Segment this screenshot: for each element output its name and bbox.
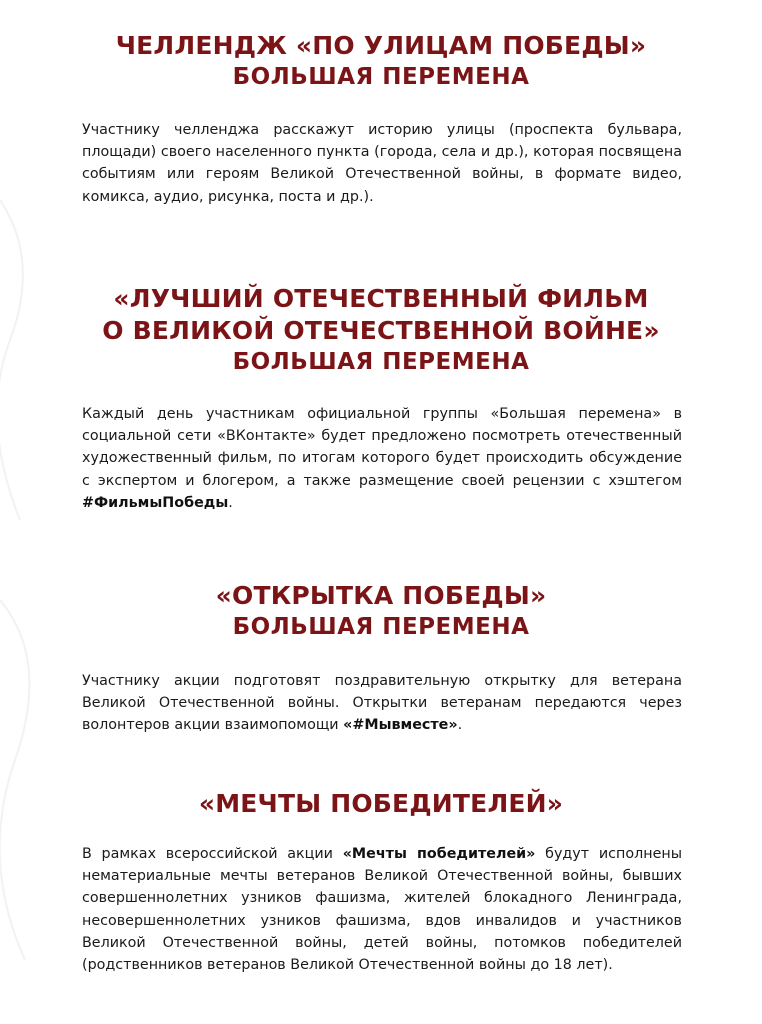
section-description <box>82 843 682 976</box>
section-title-line1: «ЛУЧШИЙ ОТЕЧЕСТВЕННЫЙ ФИЛЬМ <box>113 284 649 313</box>
section-subtitle: БОЛЬШАЯ ПЕРЕМЕНА <box>232 349 530 375</box>
winners-dreams-section <box>0 788 762 820</box>
description-end: . <box>228 494 233 511</box>
section-title: ЧЕЛЛЕНДЖ «ПО УЛИЦАМ ПОБЕДЫ» <box>115 31 647 60</box>
hashtag-films: #ФильмыПобеды <box>82 494 229 511</box>
section-description: Участнику челленджа расскажут историю улицы (проспекта бульвара, площади) своего населенного пункта (города, села и др.), которая посвящена событиям или героям Великой Отечественной войны, в формате видео, комикса, аудио, рисунка, поста и др.). <box>82 122 682 205</box>
description-text: В рамках всероссийской акции <box>82 846 343 862</box>
hashtag-together: «#Мывместе» <box>343 717 458 734</box>
section-title-line2: О ВЕЛИКОЙ ОТЕЧЕСТВЕННОЙ ВОЙНЕ» <box>102 316 660 345</box>
description-text: Участнику акции подготовят поздравительную открытку для ветерана Великой Отечественной войны. Открытки ветеранам передаются через волонтеров акции взаимопомощи <box>82 673 682 734</box>
description-end: будут исполнены нематериальные мечты ветеранов Великой Отечественной войны, бывших совершеннолетних узников фашизма, жителей блокадного Ленинграда, несовершеннолетних узников фашизма, вдов инвалидов и участников Великой Отечественной войны, детей войны, потомков победителей (родственников ветеранов Великой Отечественной войны до 18 лет). <box>82 846 682 974</box>
section-subtitle: БОЛЬШАЯ ПЕРЕМЕНА <box>232 64 530 90</box>
best-film-section <box>0 283 762 377</box>
section-title: «МЕЧТЫ ПОБЕДИТЕЛЕЙ» <box>198 789 564 818</box>
section-description <box>82 403 682 514</box>
section-title: «ОТКРЫТКА ПОБЕДЫ» <box>215 581 547 610</box>
section-description <box>82 670 682 737</box>
description-text: Каждый день участникам официальной группы «Большая перемена» в социальной сети «ВКонтакте» будет предложено посмотреть отечественный художественный фильм, по итогам которого будет происходить обсуждение с экспертом и блогером, а также размещение своей рецензии с хэштегом <box>82 406 682 489</box>
action-name: «Мечты победителей» <box>342 846 536 862</box>
victory-postcard-section <box>0 580 762 642</box>
section-subtitle: БОЛЬШАЯ ПЕРЕМЕНА <box>232 614 530 640</box>
description-end: . <box>457 717 463 734</box>
challenge-section-streets <box>0 30 762 92</box>
